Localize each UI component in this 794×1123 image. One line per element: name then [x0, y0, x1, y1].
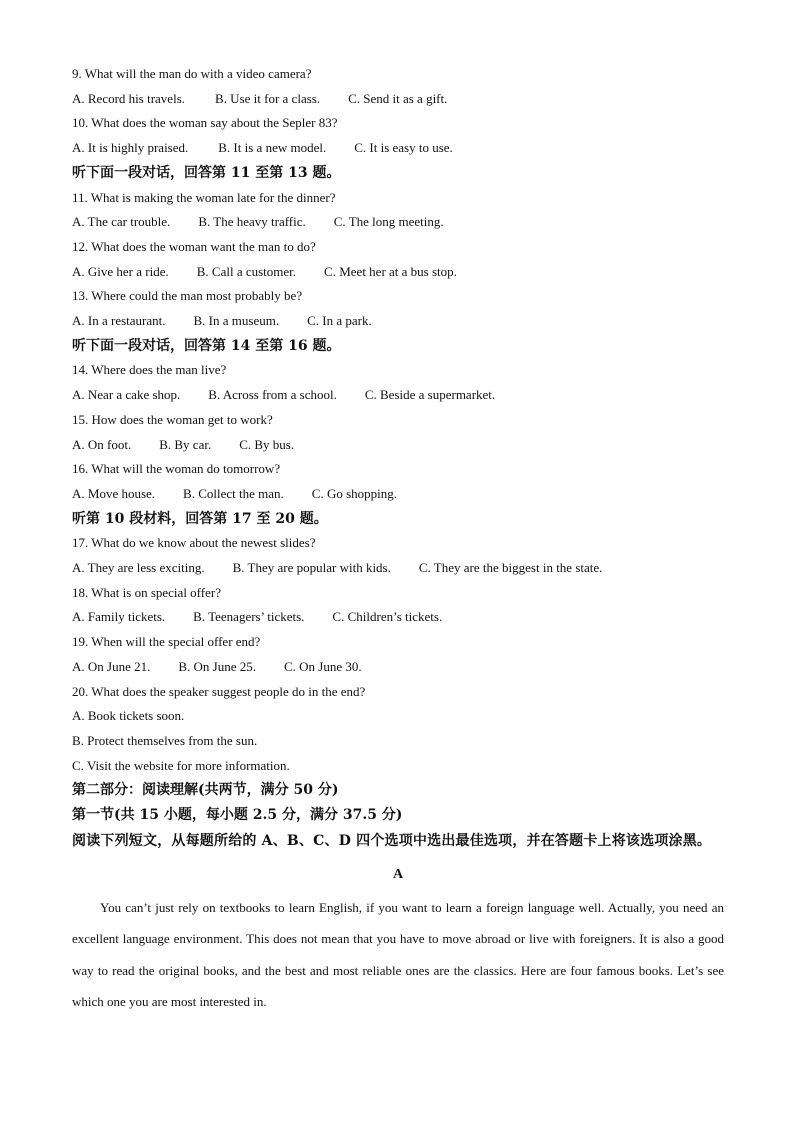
question-text: A. Book tickets soon. [72, 708, 185, 724]
answer-options [72, 433, 724, 458]
answer-option: C. Beside a supermarket. [364, 387, 496, 403]
passage-paragraph: You can’t just rely on textbooks to learn English, if you want to learn a foreign language well. Actually, you need an excellent language environment. This does not mean that you have to move abroad or live with foreigners. It is also a good way to read the original books, and the best and most reliable ones are the classics. Here are four famous books. Let’s see which one you are most interested in. [72, 899, 724, 1010]
answer-option: A. On June 21. [72, 658, 151, 674]
question-text: 18. What is on special offer? [72, 584, 221, 600]
answer-option: B. It is a new model. [218, 140, 327, 156]
exam-page [72, 62, 724, 1018]
answer-option: A. Family tickets. [72, 609, 166, 625]
question-list [72, 62, 724, 854]
answer-option: C. It is easy to use. [354, 140, 453, 156]
question-text: 20. What does the speaker suggest people do in the end? [72, 683, 366, 699]
answer-option: B. The heavy traffic. [198, 214, 306, 230]
answer-options [72, 210, 724, 235]
answer-options [72, 605, 724, 630]
answer-option: B. On June 25. [178, 658, 256, 674]
question-text: 12. What does the woman want the man to do? [72, 238, 316, 254]
answer-option: C. They are the biggest in the state. [418, 560, 603, 576]
answer-option: C. The long meeting. [333, 214, 444, 230]
section-heading: 第一节(共 15 小题，每小题 2.5 分，满分 37.5 分) [72, 807, 403, 824]
passage-title: A [392, 866, 404, 882]
answer-option: B. Teenagers’ tickets. [193, 609, 305, 625]
question-text: 15. How does the woman get to work? [72, 411, 273, 427]
answer-option: A. Give her a ride. [72, 263, 169, 279]
question-text: 14. Where does the man live? [72, 362, 227, 378]
answer-option: C. On June 30. [284, 658, 362, 674]
answer-option: B. Across from a school. [208, 387, 337, 403]
answer-option: A. Record his travels. [72, 90, 186, 106]
answer-options [72, 136, 724, 161]
answer-option: C. Meet her at a bus stop. [324, 263, 457, 279]
section-heading: 听下面一段对话，回答第 11 至第 13 题。 [72, 164, 341, 181]
question-text: 16. What will the woman do tomorrow? [72, 461, 281, 477]
answer-options [72, 260, 724, 285]
answer-option: A. Near a cake shop. [72, 387, 181, 403]
answer-option: C. Go shopping. [311, 485, 398, 501]
section-heading: 听下面一段对话，回答第 14 至第 16 题。 [72, 337, 341, 354]
answer-options [72, 556, 724, 581]
question-text: 11. What is making the woman late for the dinner? [72, 189, 336, 205]
answer-options [72, 655, 724, 680]
answer-option: C. In a park. [307, 313, 372, 329]
question-text: 9. What will the man do with a video camera? [72, 66, 312, 81]
answer-option: B. Collect the man. [183, 485, 284, 501]
answer-option: B. By car. [159, 436, 212, 452]
answer-option: B. In a museum. [193, 313, 280, 329]
answer-option: B. Use it for a class. [215, 90, 321, 106]
section-heading: 第二部分：阅读理解(共两节，满分 50 分) [72, 782, 339, 799]
question-text: 17. What do we know about the newest slides? [72, 535, 316, 551]
answer-option: A. Move house. [72, 485, 156, 501]
answer-option: A. The car trouble. [72, 214, 171, 230]
question-text: C. Visit the website for more information. [72, 757, 290, 773]
answer-option: A. In a restaurant. [72, 313, 166, 329]
answer-option: C. Children’s tickets. [332, 609, 443, 625]
question-text: 10. What does the woman say about the Sepler 83? [72, 115, 338, 131]
section-instruction: 阅读下列短文，从每题所给的 A、B、C、D 四个选项中选出最佳选项，并在答题卡上将该选项涂黑。 [72, 832, 712, 849]
answer-option: A. They are less exciting. [72, 560, 205, 576]
answer-options [72, 309, 724, 334]
answer-option: B. Call a customer. [196, 263, 297, 279]
section-heading: 听第 10 段材料，回答第 17 至 20 题。 [72, 510, 328, 527]
answer-option: B. They are popular with kids. [232, 560, 391, 576]
answer-option: A. It is highly praised. [72, 140, 189, 156]
answer-options [72, 482, 724, 507]
question-text: B. Protect themselves from the sun. [72, 732, 258, 748]
answer-option: C. By bus. [239, 436, 295, 452]
answer-option: C. Send it as a gift. [348, 90, 448, 106]
question-text: 19. When will the special offer end? [72, 634, 261, 650]
question-text: 13. Where could the man most probably be? [72, 288, 303, 304]
answer-options [72, 87, 724, 112]
answer-option: A. On foot. [72, 436, 132, 452]
answer-options [72, 383, 724, 408]
